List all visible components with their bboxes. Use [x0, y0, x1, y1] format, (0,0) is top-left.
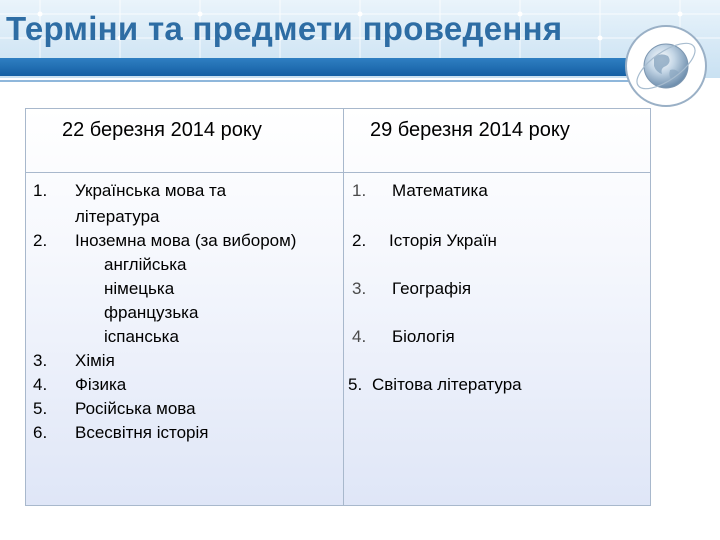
- language-option: іспанська: [104, 327, 179, 346]
- subject-item: Фізика: [75, 375, 127, 394]
- subject-item: Українська мова та: [75, 181, 227, 200]
- list-item-number: 4.: [33, 375, 48, 394]
- subject-item: Світова література: [372, 375, 522, 394]
- list-item-number: 4.: [352, 327, 367, 346]
- title-underline: [0, 80, 640, 82]
- column-divider: [343, 108, 344, 506]
- page-title: Терміни та предмети проведення: [6, 10, 563, 47]
- list-item-number: 3.: [352, 279, 367, 298]
- subject-item: Хімія: [75, 351, 115, 370]
- list-item-number: 6.: [33, 423, 48, 442]
- language-option: англійська: [104, 255, 187, 274]
- header-date-1: 22 березня 2014 року: [62, 119, 262, 141]
- globe-icon: [624, 24, 708, 108]
- subject-item: Біологія: [392, 327, 455, 346]
- subject-item: Всесвітня історія: [75, 423, 209, 442]
- title-accent-bar: [0, 58, 640, 76]
- subject-item: Іноземна мова (за вибором): [75, 231, 297, 250]
- subject-item: Історія Україн: [389, 231, 497, 250]
- list-item-number: 5.: [348, 375, 363, 394]
- list-item-number: 2.: [352, 231, 367, 250]
- subject-item: Географія: [392, 279, 472, 298]
- language-option: німецька: [104, 279, 175, 298]
- list-item-number: 1.: [33, 181, 48, 200]
- subject-item: Російська мова: [75, 399, 196, 418]
- language-option: французька: [104, 303, 199, 322]
- header-divider: [25, 172, 651, 173]
- header-date-2: 29 березня 2014 року: [370, 119, 570, 141]
- list-item-number: 2.: [33, 231, 48, 250]
- list-item-number: 3.: [33, 351, 48, 370]
- list-item-number: 5.: [33, 399, 48, 418]
- subject-item: література: [75, 207, 160, 226]
- list-item-number: 1.: [352, 181, 367, 200]
- subject-item: Математика: [392, 181, 488, 200]
